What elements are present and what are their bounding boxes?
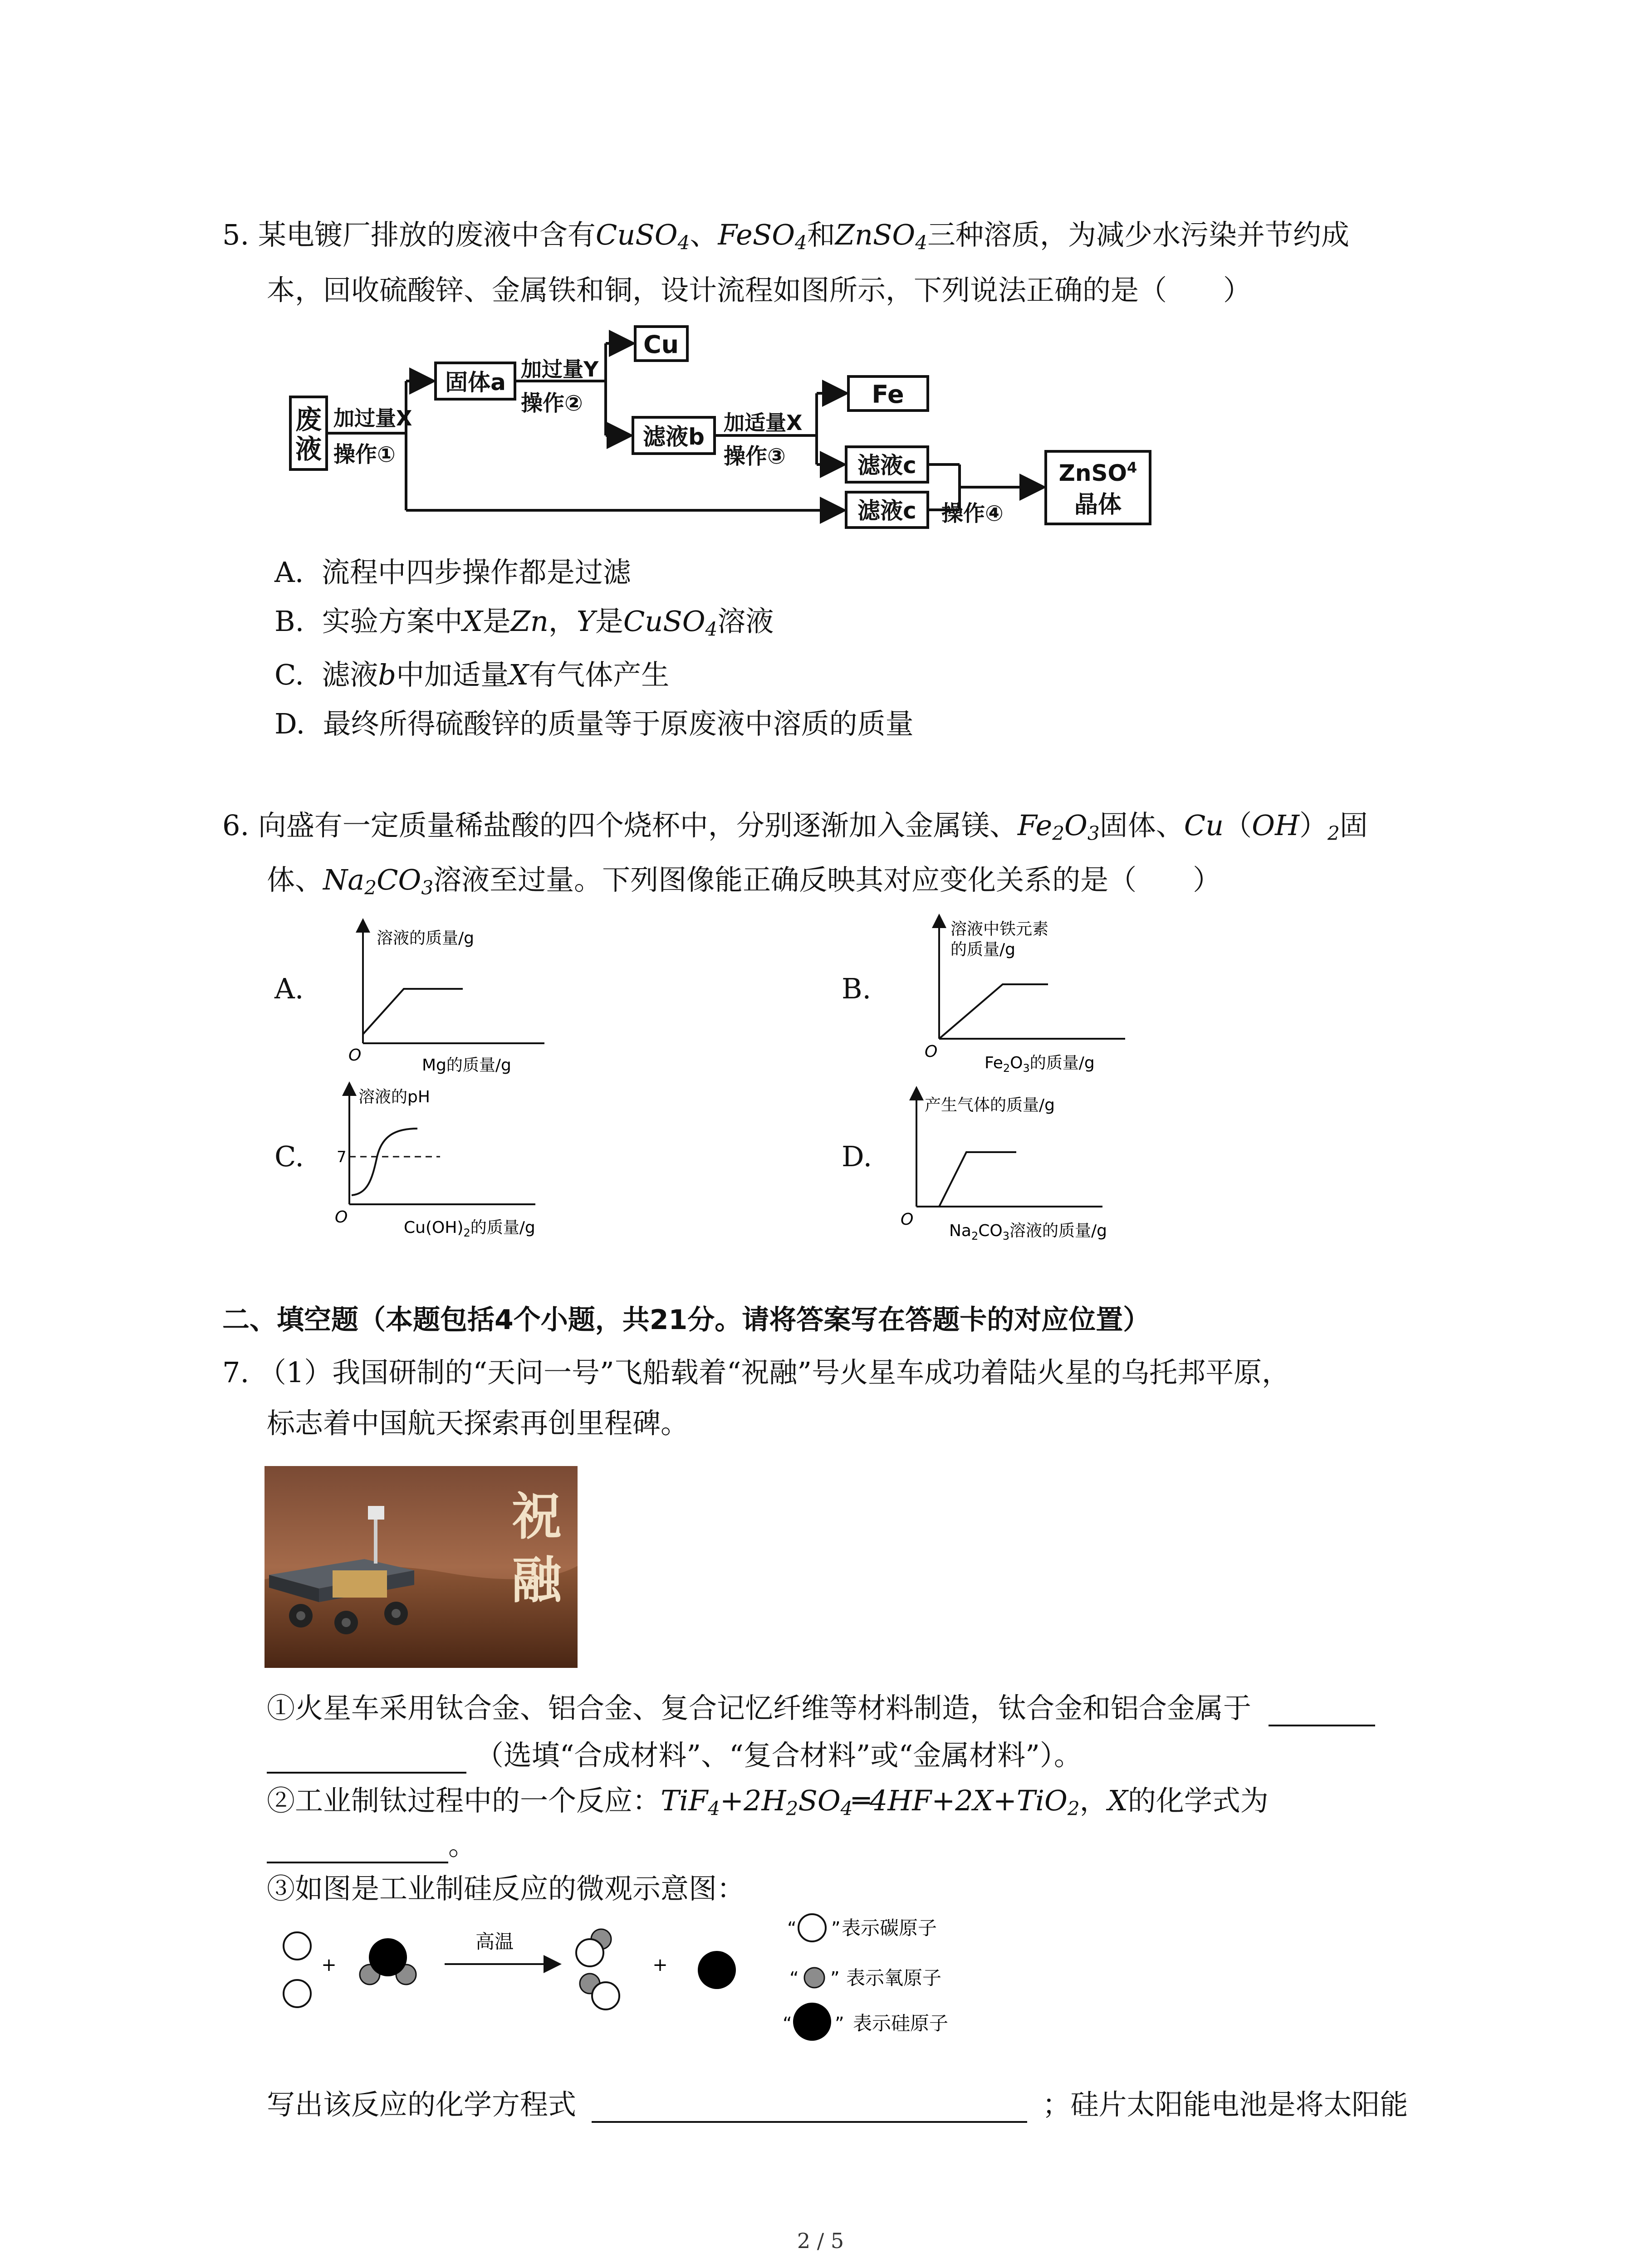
graph-a-curve [363,989,463,1034]
q6-graph-a [345,916,572,1080]
flow-filtrate-b: 滤液b [643,424,705,450]
q7-sub3-line: ③如图是工业制硅反应的微观示意图： [267,1872,745,1905]
q6-line2: 体、$Na_2CO_3$溶液至过量。下列图像能正确反映其对应变化关系的是（ ） [267,863,1221,899]
q7-sub1-line2: （选填“合成材料”、“复合材料”或“金属材料”）。 [267,1737,1082,1774]
flow-arrow4: 操作④ [941,501,1004,526]
flow-product-label: 晶体 [1074,491,1122,518]
photo-title-1: 祝 [512,1488,562,1546]
flow-solid-a: 固体a [445,369,506,396]
plus-sign: + [652,1955,668,1975]
legend-carbon-label: 表示碳原子 [842,1917,937,1939]
graph-a-origin: O [348,1046,362,1065]
graph-b-ylabel-1: 溶液中铁元素 [950,920,1049,938]
graph-b-ylabel-2: 的质量/g [950,940,1015,959]
graph-c-ylabel: 溶液的pH [358,1088,430,1106]
graph-b-origin: O [925,1042,938,1061]
q6-option-d[interactable]: D. [842,1140,872,1173]
svg-text:”: ” [830,1968,840,1989]
flow-filtrate-c2: 滤液c [857,498,916,524]
graph-a-ylabel: 溶液的质量/g [377,929,474,948]
plus-sign: + [321,1955,337,1975]
flow-cu: Cu [643,330,679,359]
q6-option-b[interactable]: B. [842,972,872,1005]
graph-c-xlabel: $Cu(OH)_2$的质量/g [404,1218,535,1239]
q7-sub1-line1: ①火星车采用钛合金、铝合金、复合记忆纤维等材料制造，钛合金和铝合金属于 [267,1690,1375,1726]
carbon-atom [284,1980,311,2007]
q6-option-a[interactable]: A. [274,972,304,1005]
q7-number: 7. [222,1356,250,1389]
flow-waste-2: 液 [295,434,322,464]
q6-graph-d [889,1080,1171,1247]
legend-silicon-label: 表示硅原子 [853,2012,949,2034]
flow-arrow3-top: 加适量X [724,411,803,435]
q5-flow-diagram [272,318,1180,549]
graph-c-origin: O [335,1208,348,1227]
flow-product-formula: ZnSO$^4$ [1058,459,1137,486]
q6-number: 6. [222,809,250,842]
q5-option-c[interactable]: C. 滤液b中加适量X有气体产生 [274,658,670,691]
legend-oxygen-atom [804,1968,824,1988]
svg-text:“: “ [787,1918,797,1939]
q7-sub2-line: ②工业制钛过程中的一个反应：$TiF_4+2H_2SO_4═4HF+2X+TiO_2$，X的化学式为 [267,1784,1269,1820]
legend-carbon-atom [798,1914,826,1941]
flow-arrow1-bottom: 操作① [333,442,396,467]
q5-number: 5. [222,218,250,251]
q5-option-d[interactable]: D. 最终所得硫酸锌的质量等于原废液中溶质的质量 [274,707,914,740]
graph-c-tick-7: 7 [337,1148,347,1166]
q7-line2: 标志着中国航天探索再创里程碑。 [267,1407,689,1440]
carbon-atom [592,1982,619,2009]
graph-d-xlabel: $Na_2CO_3$溶液的质量/g [949,1222,1107,1242]
svg-text:“: “ [789,1968,799,1989]
svg-text:”: ” [831,1918,841,1939]
svg-text:“: “ [783,2014,792,2034]
q5-line1: 5. 某电镀厂排放的废液中含有CuSO$_4$、FeSO$_4$和ZnSO$_4$三种溶质，为减少水污染并节约成 [222,218,1350,254]
silicon-micro-diagram [268,1903,1266,2048]
legend-silicon-atom [793,2003,831,2041]
flow-arrow3-bottom: 操作③ [724,444,786,469]
graph-c-curve [352,1129,417,1195]
flow-waste-1: 废 [295,404,322,435]
q7-equation-line: 写出该反应的化学方程式 ；硅片太阳能电池是将太阳能 [267,2087,1408,2123]
carbon-atom [576,1939,603,1966]
answer-blank-1b[interactable] [267,1743,466,1774]
flow-arrow1-top: 加过量X [333,406,412,430]
q6-graph-b [912,907,1166,1080]
reaction-condition: 高温 [475,1931,514,1953]
graph-b-curve [939,984,1048,1039]
flow-filtrate-c1: 滤液c [857,452,916,479]
flow-arrow2-top: 加过量Y [521,357,599,381]
q7-sub2-answer-line: 。 [267,1827,476,1863]
flow-fe: Fe [872,380,904,409]
q7-line1: 7. （1）我国研制的“天问一号”飞船载着“祝融”号火星车成功着陆火星的乌托邦平原， [222,1356,1290,1389]
graph-a-xlabel: Mg的质量/g [422,1056,511,1075]
q5-option-a[interactable]: A. 流程中四步操作都是过滤 [274,556,631,589]
zhurong-rover-photo [265,1466,578,1668]
section-2-heading: 二、填空题（本题包括4个小题，共21分。请将答案写在答题卡的对应位置） [222,1304,1151,1336]
q5-option-b[interactable]: B. 实验方案中X是Zn，Y是CuSO$_4$溶液 [274,605,774,640]
legend-oxygen-label: 表示氧原子 [846,1967,942,1989]
carbon-atom [284,1932,311,1960]
answer-blank-2[interactable] [267,1833,448,1863]
photo-title-2: 融 [512,1551,562,1609]
graph-b-xlabel: $Fe_2O_3$的质量/g [985,1054,1095,1075]
q6-graph-c [327,1080,581,1243]
answer-blank-1a[interactable] [1269,1696,1375,1726]
q6-option-c[interactable]: C. [274,1140,304,1173]
page-number: 2 / 5 [797,2229,844,2253]
q5-line2: 本，回收硫酸锌、金属铁和铜，设计流程如图所示，下列说法正确的是（ ） [267,274,1252,307]
silicon-atom [369,1938,407,1976]
graph-d-curve [939,1152,1016,1207]
svg-text:”: ” [835,2014,844,2034]
graph-d-ylabel: 产生气体的质量/g [925,1096,1055,1114]
answer-blank-equation[interactable] [592,2092,1027,2123]
flow-arrow2-bottom: 操作② [521,391,583,416]
q6-line1: 6. 向盛有一定质量稀盐酸的四个烧杯中，分别逐渐加入金属镁、$Fe_2O_3$固体、$Cu(OH)_2$固 [222,809,1368,845]
graph-d-origin: O [901,1210,914,1229]
silicon-atom [698,1951,736,1989]
